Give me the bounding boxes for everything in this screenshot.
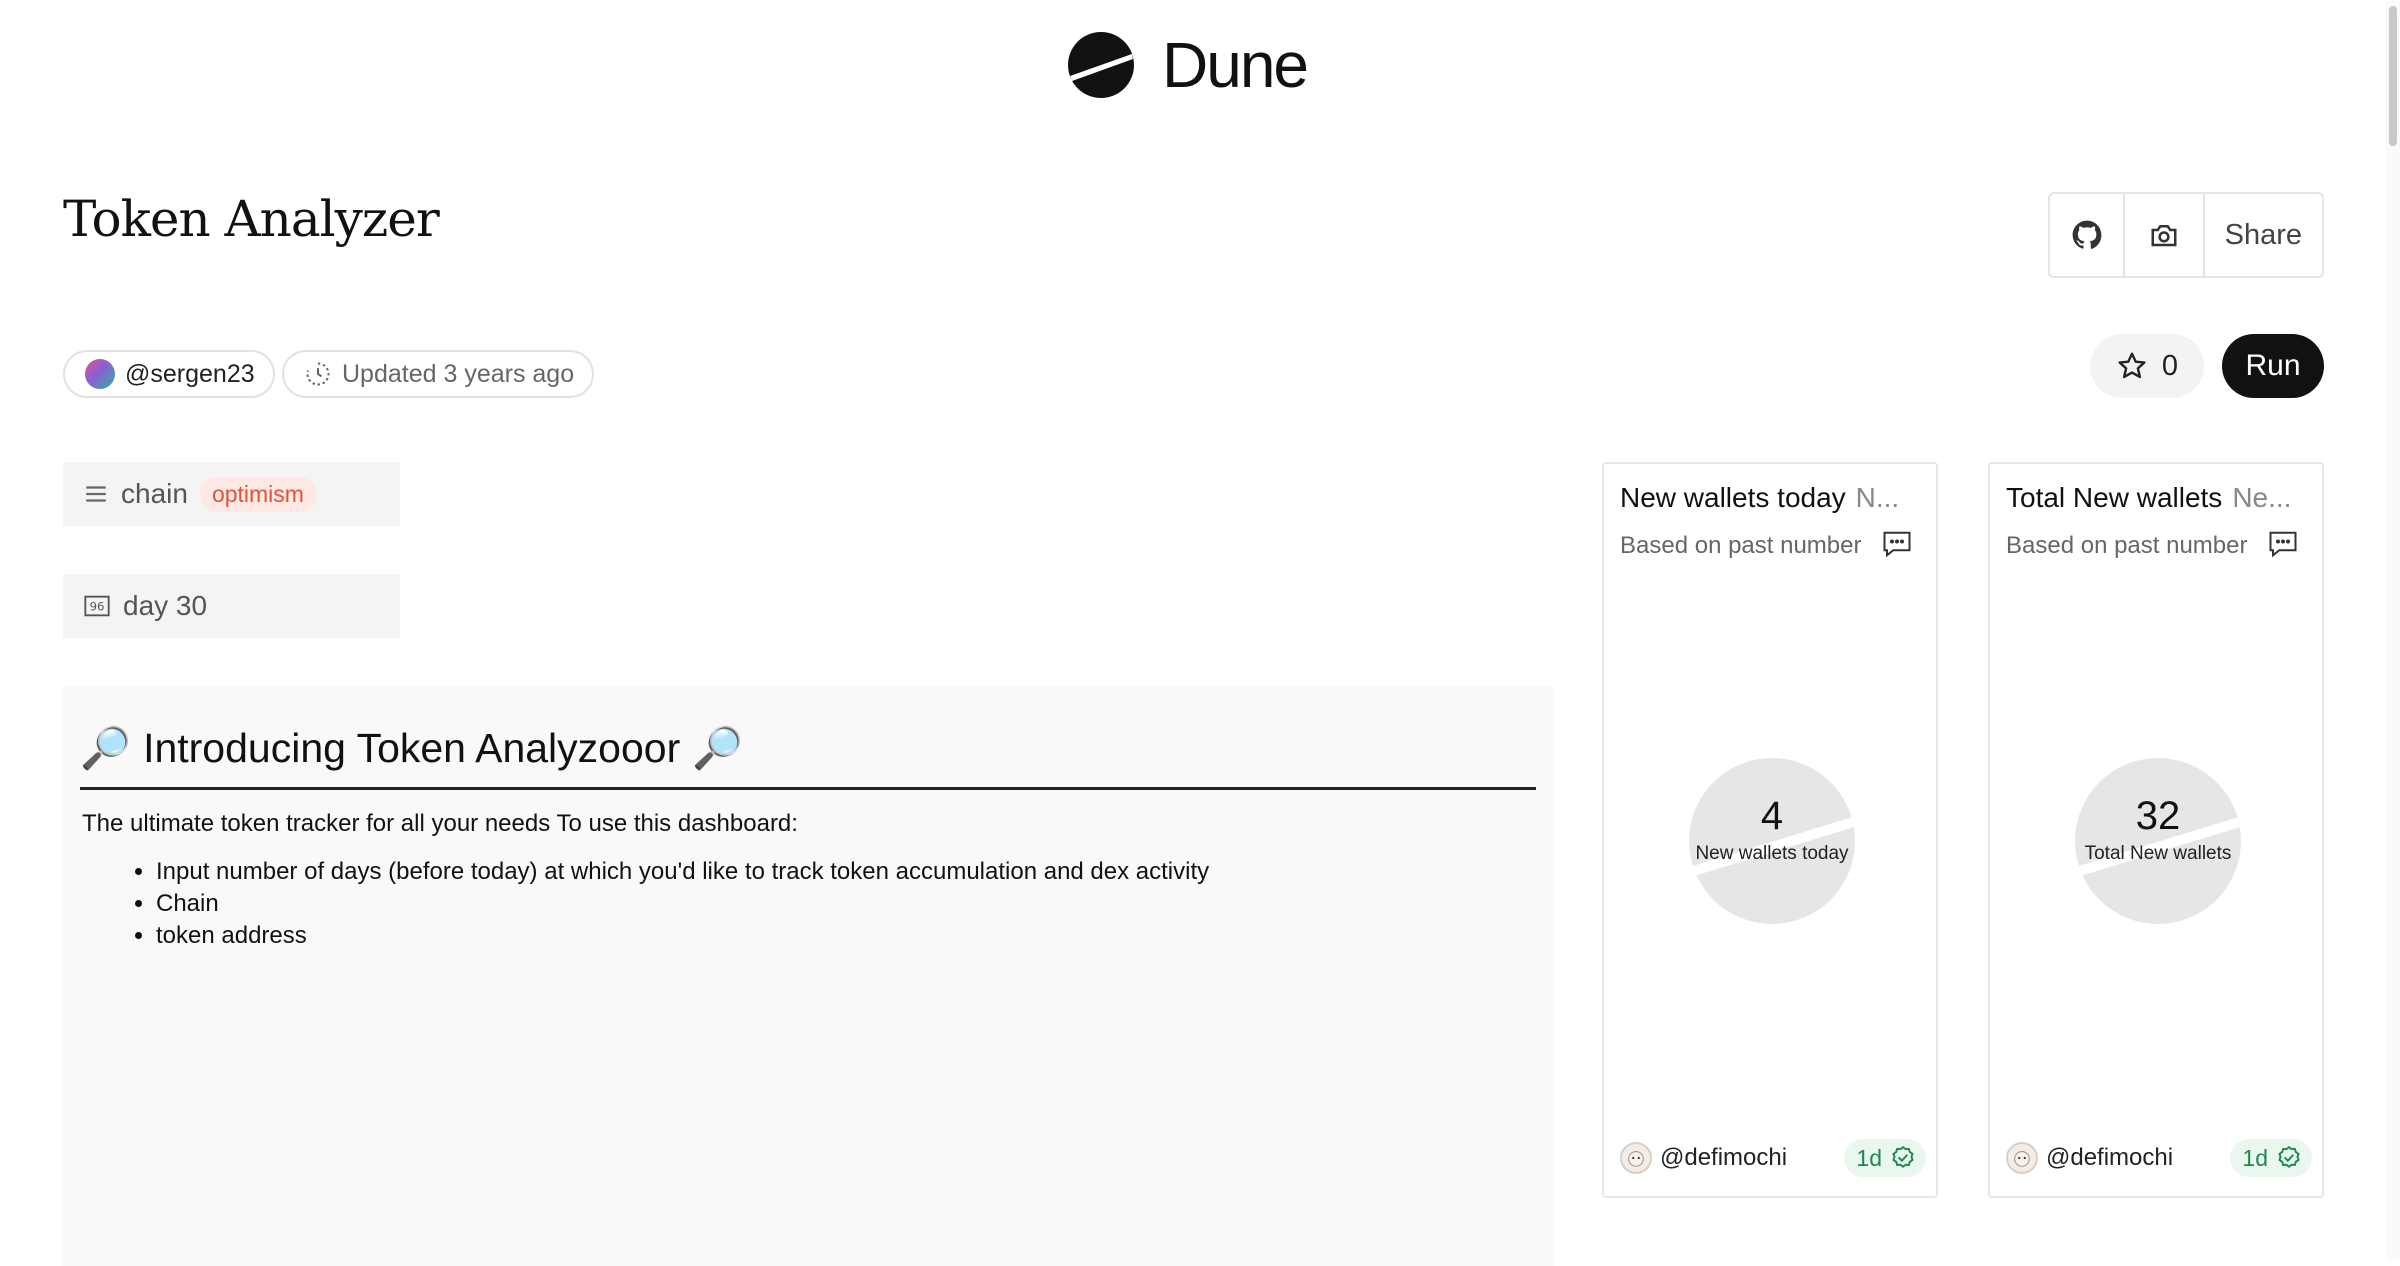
magnifier-icon: 🔎: [80, 724, 132, 771]
text-widget-paragraph: The ultimate token tracker for all your needs To use this dashboard:: [82, 810, 798, 837]
list-item: • Input number of days (before today) at which you'd like to track token accumulation and dex activity: [156, 856, 1209, 888]
card-subtitle: N...: [1855, 482, 1900, 513]
github-icon: [2072, 220, 2102, 250]
list-item: • Chain: [156, 888, 1209, 920]
clock-refresh-icon: [304, 360, 332, 388]
counter-card-total-new-wallets[interactable]: [1988, 462, 2324, 1198]
param-chain-value[interactable]: optimism: [200, 477, 316, 512]
author-name[interactable]: @defimochi: [1660, 1144, 1788, 1171]
star-count: 0: [2161, 349, 2179, 382]
screenshot-button[interactable]: [2125, 194, 2204, 276]
card-footer: [2006, 1138, 2312, 1178]
card-title[interactable]: Total New wallets Ne...: [2006, 482, 2292, 513]
text-widget-heading: [80, 710, 1536, 790]
param-chain-label: chain: [121, 478, 188, 509]
share-button[interactable]: Share: [2224, 218, 2302, 251]
counter-value: 32: [2135, 794, 2181, 838]
param-day[interactable]: [63, 574, 400, 638]
updated-text: Updated 3 years ago: [342, 359, 575, 388]
card-description: Based on past number: [1620, 532, 1862, 559]
star-button[interactable]: [2090, 334, 2204, 398]
avatar-face-icon: [1625, 1147, 1647, 1169]
author-name: @sergen23: [125, 359, 255, 388]
dune-logo-icon: [1068, 32, 1134, 98]
author-pill[interactable]: [63, 350, 275, 398]
counter-value: 4: [1760, 794, 1784, 838]
card-subtitle: Ne...: [2232, 482, 2292, 513]
card-title[interactable]: New wallets today N...: [1620, 482, 1900, 513]
author-avatar[interactable]: [1620, 1142, 1652, 1174]
comment-icon[interactable]: [1882, 530, 1912, 558]
freshness-text: 1d: [1856, 1144, 1882, 1171]
star-icon: [2116, 350, 2148, 382]
list-item: • token address: [156, 920, 1209, 952]
counter-card-new-wallets-today[interactable]: [1602, 462, 1938, 1198]
counter-badge: [2075, 758, 2241, 924]
github-button[interactable]: [2050, 194, 2125, 276]
card-description: Based on past number: [2006, 532, 2248, 559]
param-day-label: day 30: [123, 590, 208, 621]
text-widget-list: [82, 856, 1209, 952]
freshness-badge: [2230, 1139, 2312, 1177]
avatar-face-icon: [2011, 1147, 2033, 1169]
heading-text: Introducing Token Analyzooor: [143, 725, 681, 771]
dashboard-actions: [2048, 192, 2324, 278]
author-name[interactable]: @defimochi: [2046, 1144, 2174, 1171]
freshness-text: 1d: [2242, 1144, 2268, 1171]
counter-label: New wallets today: [1695, 843, 1849, 864]
author-avatar[interactable]: [2006, 1142, 2038, 1174]
page-title: Token Analyzer: [63, 190, 439, 248]
svg-text:96: 96: [89, 599, 105, 614]
updated-pill: [282, 350, 594, 398]
scrollbar-track[interactable]: [2386, 0, 2400, 1260]
verified-check-icon: [1890, 1145, 1916, 1171]
verified-check-icon: [2276, 1145, 2302, 1171]
counter-badge: [1689, 758, 1855, 924]
counter-label: Total New wallets: [2084, 843, 2232, 864]
magnifier-icon: 🔎: [692, 724, 744, 771]
param-chain[interactable]: [63, 462, 400, 526]
run-button[interactable]: Run: [2222, 334, 2324, 398]
number-icon: [83, 592, 111, 620]
logo-wordmark: Dune: [1162, 29, 1307, 101]
dune-logo[interactable]: [1068, 30, 1307, 100]
author-avatar: [85, 359, 115, 389]
freshness-badge: [1844, 1139, 1926, 1177]
card-footer: [1620, 1138, 1926, 1178]
scrollbar-thumb[interactable]: [2389, 6, 2397, 146]
comment-icon[interactable]: [2268, 530, 2298, 558]
camera-icon: [2149, 220, 2179, 250]
list-icon: [83, 481, 109, 507]
